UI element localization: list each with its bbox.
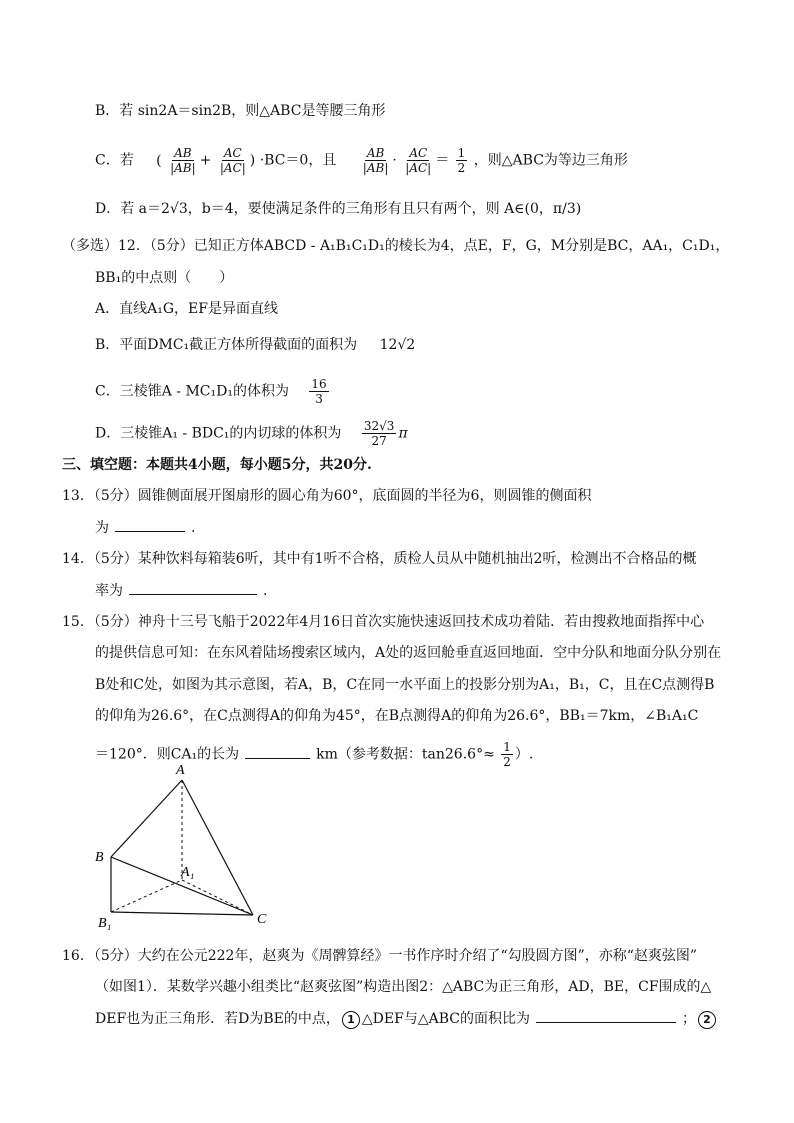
edge-a-b — [111, 780, 182, 857]
q16-answer-blank-1[interactable] — [536, 1008, 676, 1023]
q14-line1: 14．（5分）某种饮料每箱装6听，其中有1听不合格，质检人员从中随机抽出2听，检测出不合格品的概 — [62, 551, 697, 567]
ab-over-abs-ab: $\frac{AB}{|AB|}$ — [170, 146, 196, 175]
q15-answer-blank[interactable] — [245, 744, 310, 759]
q11-option-d: D．若 a＝2√3，b＝4，要使满足条件的三角形有且只有两个，则 A∈(0，π/3) — [95, 201, 582, 217]
q12-stem-line1: （多选）12．（5分）已知正方体ABCD - A₁B₁C₁D₁的棱长为4，点E，F，G，M分别是BC，AA₁，C₁D₁， — [62, 238, 730, 254]
q15-line2: 的提供信息可知：在东风着陆场搜索区域内，A处的返回舱垂直返回地面．空中分队和地面分队分别在 — [95, 645, 722, 661]
q11-option-c-suffix: ，则△ABC为等边三角形 — [473, 152, 628, 169]
q13-answer-blank[interactable] — [115, 517, 185, 532]
label-a: A — [176, 763, 185, 778]
q16-line2: （如图1）．某数学兴趣小组类比“赵爽弦图”构造出图2：△ABC为正三角形，AD，BE，CF围成的△ — [95, 979, 712, 995]
q13-line1: 13．（5分）圆锥侧面展开图扇形的圆心角为60°，底面圆的半径为6，则圆锥的侧面积 — [62, 488, 592, 504]
edge-a1-c — [182, 880, 253, 915]
label-c: C — [257, 912, 267, 927]
label-b1: B₁ — [98, 916, 112, 931]
q12-option-d: D．三棱锥A₁ - BDC₁的内切球的体积为 $\frac{32√3}{27}$ π — [95, 419, 408, 448]
edge-b1-c — [111, 912, 253, 915]
q12-stem-line2: BB₁的中点则（ ） — [95, 270, 234, 286]
q12-option-a: A．直线A₁G，EF是异面直线 — [95, 301, 278, 317]
label-a1: A₁ — [181, 865, 195, 880]
label-b: B — [95, 850, 104, 865]
q16-line1: 16．（5分）大约在公元222年，赵爽为《周髀算经》一书作序时介绍了“勾股圆方图”，亦称“赵爽弦图” — [62, 948, 698, 964]
circled-2-icon: 2 — [698, 1011, 716, 1029]
circled-1-icon: 1 — [342, 1011, 360, 1029]
ac-over-abs-ac: $\frac{AC}{|AC|}$ — [219, 146, 246, 175]
section-3-title: 三、填空题：本题共4小题，每小题5分，共20分. — [62, 457, 372, 473]
q15-line4: 的仰角为26.6°，在C点测得A的仰角为45°，在B点测得A的仰角为26.6°，BB₁＝7km，∠B₁A₁C — [95, 708, 699, 724]
q14-answer-blank[interactable] — [129, 580, 257, 595]
edge-a-c — [182, 780, 253, 915]
q15-ref-fraction: $\frac{1}{2}$ — [503, 740, 511, 769]
q15-line5: ＝120°．则CA₁的长为 km（参考数据：tan26.6°≈ $\frac{1}{2}$ ）. — [95, 740, 534, 769]
q13-line2: 为 . — [95, 517, 195, 538]
q11-option-c-middle: ·BC＝0，且 — [259, 152, 337, 169]
q12-option-b-value: 12√2 — [379, 337, 416, 353]
q12-option-d-fraction: $\frac{32√3}{27}$ — [363, 419, 395, 448]
q14-line2: 率为 . — [95, 580, 267, 601]
geometry-figure — [95, 763, 285, 935]
q11-option-c-prefix: C．若 — [95, 152, 134, 169]
q15-line3: B处和C处，如图为其示意图，若A，B，C在同一水平面上的投影分别为A₁，B₁，C，且在C点测得B — [95, 677, 715, 693]
q15-line1: 15．（5分）神舟十三号飞船于2022年4月16日首次实施快速返回技术成功着陆．若由搜救地面指挥中心 — [62, 614, 705, 630]
q12-option-c-fraction: $\frac{16}{3}$ — [311, 377, 327, 406]
figure-svg — [95, 763, 285, 935]
q11-option-c: C．若 ( $\frac{AB}{|AB|}$ + $\frac{AC}{|AC|}$ ) ·BC＝0，且 $\frac{AB}{|AB|}$ · $\frac{AC}{|AC|}$ ＝ $\frac{1}{2}$ ，则△ABC为等边三角形 — [95, 146, 628, 175]
q12-option-b: B．平面DMC₁截正方体所得截面的面积为 12√2 — [95, 337, 416, 353]
q11-option-b: B．若 sin2A＝sin2B，则△ABC是等腰三角形 — [95, 103, 386, 119]
edge-b1-a1 — [111, 880, 182, 912]
q16-line3: DEF也为正三角形．若D为BE的中点， 1 △DEF与△ABC的面积比为 ； 2 — [95, 1008, 718, 1029]
q12-option-c: C．三棱锥A - MC₁D₁的体积为 $\frac{16}{3}$ — [95, 377, 327, 406]
